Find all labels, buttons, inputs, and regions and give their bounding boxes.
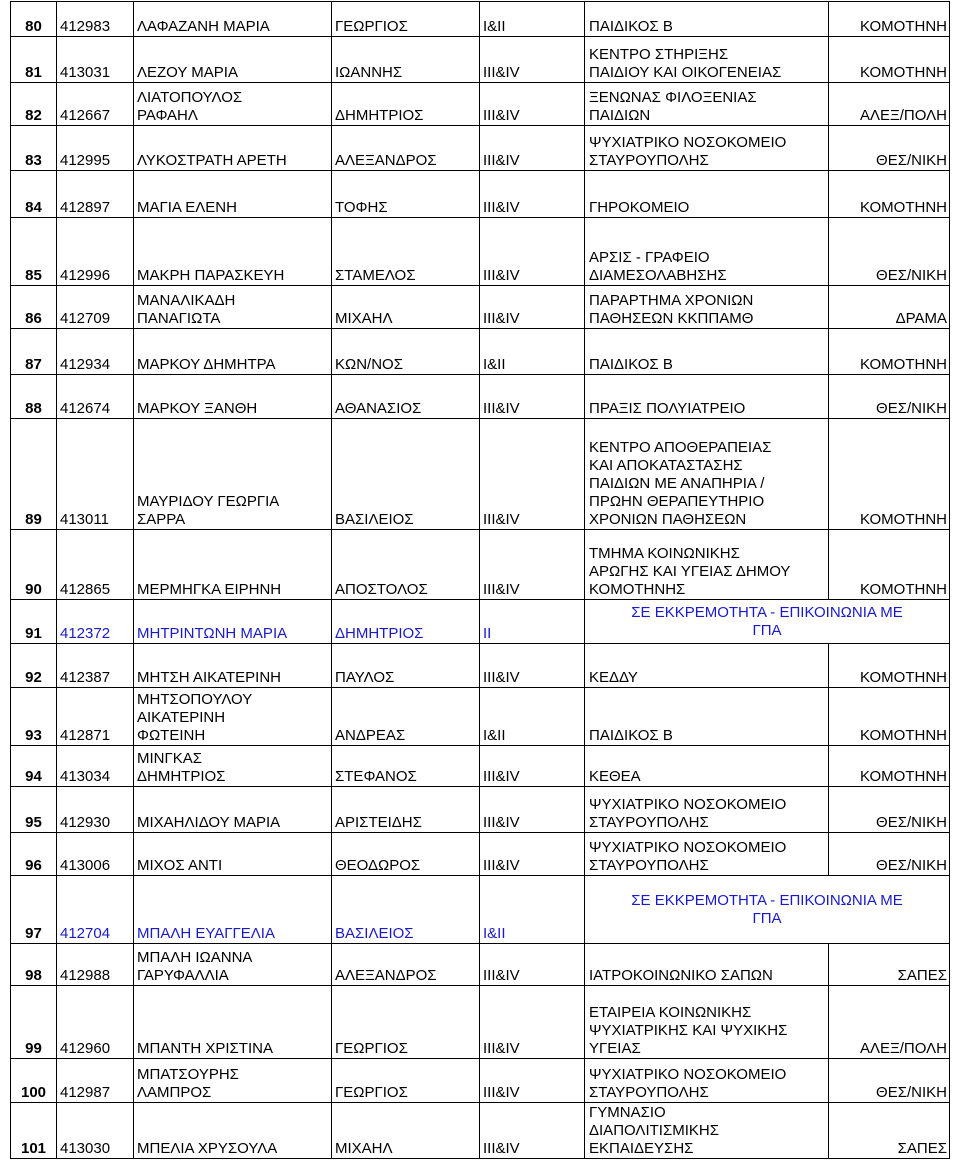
city: ΘΕΣ/ΝΙΚΗ — [829, 218, 950, 286]
institution: ΕΤΑΙΡΕΙΑ ΚΟΙΝΩΝΙΚΗΣ ΨΥΧΙΑΤΡΙΚΗΣ ΚΑΙ ΨΥΧΙΚΗΣ ΥΓΕΙΑΣ — [585, 986, 829, 1059]
row-number: 92 — [11, 644, 57, 688]
city: ΘΕΣ/ΝΙΚΗ — [829, 833, 950, 876]
student-name: ΜΕΡΜΗΓΚΑ ΕΙΡΗΝΗ — [134, 530, 332, 600]
cycle: III&IV — [480, 833, 585, 876]
row-number: 90 — [11, 530, 57, 600]
city: ΚΟΜΟΤΗΝΗ — [829, 2, 950, 37]
father-name: ΚΩΝ/ΝΟΣ — [332, 329, 480, 375]
table-row — [11, 375, 950, 419]
cycle: III&IV — [480, 171, 585, 218]
cycle: III&IV — [480, 1103, 585, 1159]
student-name: ΜΑΝΑΛΙΚΑΔΗ ΠΑΝΑΓΙΩΤΑ — [134, 286, 332, 329]
student-code: 412983 — [57, 2, 134, 37]
father-name: ΑΝΔΡΕΑΣ — [332, 688, 480, 746]
cycle: II — [480, 600, 585, 644]
city: ΑΛΕΞ/ΠΟΛΗ — [829, 986, 950, 1059]
student-code: 412934 — [57, 329, 134, 375]
table-row — [11, 986, 950, 1059]
table-row — [11, 37, 950, 83]
row-number: 87 — [11, 329, 57, 375]
row-number: 88 — [11, 375, 57, 419]
table-row — [11, 530, 950, 600]
student-name: ΜΗΤΣΟΠΟΥΛΟΥ ΑΙΚΑΤΕΡΙΝΗ ΦΩΤΕΙΝΗ — [134, 688, 332, 746]
cycle: I&II — [480, 688, 585, 746]
institution: ΚΕΝΤΡΟ ΣΤΗΡΙΞΗΣ ΠΑΙΔΙΟΥ ΚΑΙ ΟΙΚΟΓΕΝΕΙΑΣ — [585, 37, 829, 83]
row-number: 94 — [11, 746, 57, 787]
cycle: I&II — [480, 876, 585, 944]
city: ΚΟΜΟΤΗΝΗ — [829, 171, 950, 218]
student-name: ΛΑΦΑΖΑΝΗ ΜΑΡΙΑ — [134, 2, 332, 37]
table-body — [11, 2, 950, 1159]
institution: ΨΥΧΙΑΤΡΙΚΟ ΝΟΣΟΚΟΜΕΙΟ ΣΤΑΥΡΟΥΠΟΛΗΣ — [585, 787, 829, 833]
table-row — [11, 286, 950, 329]
city: ΣΑΠΕΣ — [829, 1103, 950, 1159]
city: ΘΕΣ/ΝΙΚΗ — [829, 1059, 950, 1103]
father-name: ΔΗΜΗΤΡΙΟΣ — [332, 600, 480, 644]
student-code: 412865 — [57, 530, 134, 600]
city: ΚΟΜΟΤΗΝΗ — [829, 688, 950, 746]
father-name: ΒΑΣΙΛΕΙΟΣ — [332, 419, 480, 530]
row-number: 97 — [11, 876, 57, 944]
row-number: 95 — [11, 787, 57, 833]
cycle: III&IV — [480, 746, 585, 787]
student-name: ΜΗΤΣΗ ΑΙΚΑΤΕΡΙΝΗ — [134, 644, 332, 688]
city: ΘΕΣ/ΝΙΚΗ — [829, 126, 950, 171]
institution: ΨΥΧΙΑΤΡΙΚΟ ΝΟΣΟΚΟΜΕΙΟ ΣΤΑΥΡΟΥΠΟΛΗΣ — [585, 1059, 829, 1103]
students-table — [10, 1, 950, 1159]
row-number: 96 — [11, 833, 57, 876]
father-name: ΑΘΑΝΑΣΙΟΣ — [332, 375, 480, 419]
student-name: ΜΑΓΙΑ ΕΛΕΝΗ — [134, 171, 332, 218]
father-name: ΣΤΑΜΕΛΟΣ — [332, 218, 480, 286]
institution: ΑΡΣΙΣ - ΓΡΑΦΕΙΟ ΔΙΑΜΕΣΟΛΑΒΗΣΗΣ — [585, 218, 829, 286]
table-row — [11, 688, 950, 746]
student-code: 412930 — [57, 787, 134, 833]
table-row — [11, 329, 950, 375]
institution: ΞΕΝΩΝΑΣ ΦΙΛΟΞΕΝΙΑΣ ΠΑΙΔΙΩΝ — [585, 83, 829, 126]
table-row — [11, 126, 950, 171]
student-name: ΜΠΑΛΗ ΕΥΑΓΓΕΛΙΑ — [134, 876, 332, 944]
table-row — [11, 944, 950, 986]
father-name: ΑΠΟΣΤΟΛΟΣ — [332, 530, 480, 600]
father-name: ΔΗΜΗΤΡΙΟΣ — [332, 83, 480, 126]
student-name: ΜΑΥΡΙΔΟΥ ΓΕΩΡΓΙΑ ΣΑΡΡΑ — [134, 419, 332, 530]
cycle: III&IV — [480, 530, 585, 600]
table-row — [11, 1059, 950, 1103]
institution: ΠΑΙΔΙΚΟΣ Β — [585, 2, 829, 37]
row-number: 93 — [11, 688, 57, 746]
student-code: 412387 — [57, 644, 134, 688]
cycle: III&IV — [480, 286, 585, 329]
row-number: 83 — [11, 126, 57, 171]
student-code: 413011 — [57, 419, 134, 530]
institution: ΨΥΧΙΑΤΡΙΚΟ ΝΟΣΟΚΟΜΕΙΟ ΣΤΑΥΡΟΥΠΟΛΗΣ — [585, 126, 829, 171]
student-code: 413031 — [57, 37, 134, 83]
table-row — [11, 2, 950, 37]
father-name: ΜΙΧΑΗΛ — [332, 1103, 480, 1159]
table-row — [11, 419, 950, 530]
cycle: III&IV — [480, 986, 585, 1059]
institution: ΠΡΑΞΙΣ ΠΟΛΥΙΑΤΡΕΙΟ — [585, 375, 829, 419]
student-name: ΜΙΧΟΣ ΑΝΤΙ — [134, 833, 332, 876]
row-number: 81 — [11, 37, 57, 83]
student-name: ΜΗΤΡΙΝΤΩΝΗ ΜΑΡΙΑ — [134, 600, 332, 644]
cycle: I&II — [480, 329, 585, 375]
cycle: III&IV — [480, 644, 585, 688]
student-code: 412960 — [57, 986, 134, 1059]
table-row — [11, 833, 950, 876]
student-code: 413030 — [57, 1103, 134, 1159]
student-name: ΜΑΚΡΗ ΠΑΡΑΣΚΕΥΗ — [134, 218, 332, 286]
row-number: 80 — [11, 2, 57, 37]
row-number: 100 — [11, 1059, 57, 1103]
cycle: III&IV — [480, 375, 585, 419]
father-name: ΑΛΕΞΑΝΔΡΟΣ — [332, 126, 480, 171]
city: ΚΟΜΟΤΗΝΗ — [829, 530, 950, 600]
city: ΑΛΕΞ/ΠΟΛΗ — [829, 83, 950, 126]
institution: ΠΑΡΑΡΤΗΜΑ ΧΡΟΝΙΩΝ ΠΑΘΗΣΕΩΝ ΚΚΠΠΑΜΘ — [585, 286, 829, 329]
father-name: ΑΡΙΣΤΕΙΔΗΣ — [332, 787, 480, 833]
institution: ΚΕΝΤΡΟ ΑΠΟΘΕΡΑΠΕΙΑΣ ΚΑΙ ΑΠΟΚΑΤΑΣΤΑΣΗΣ ΠΑΙΔΙΩΝ ΜΕ ΑΝΑΠΗΡΙΑ / ΠΡΩΗΝ ΘΕΡΑΠΕΥΤΗΡΙΟ ΧΡΟΝΙΩΝ ΠΑΘΗΣΕΩΝ — [585, 419, 829, 530]
institution: ΤΜΗΜΑ ΚΟΙΝΩΝΙΚΗΣ ΑΡΩΓΗΣ ΚΑΙ ΥΓΕΙΑΣ ΔΗΜΟΥ ΚΟΜΟΤΗΝΗΣ — [585, 530, 829, 600]
table-row — [11, 171, 950, 218]
institution: ΓΥΜΝΑΣΙΟ ΔΙΑΠΟΛΙΤΙΣΜΙΚΗΣ ΕΚΠΑΙΔΕΥΣΗΣ — [585, 1103, 829, 1159]
student-name: ΜΙΝΓΚΑΣ ΔΗΜΗΤΡΙΟΣ — [134, 746, 332, 787]
table-row — [11, 644, 950, 688]
student-name: ΛΙΑΤΟΠΟΥΛΟΣ ΡΑΦΑΗΛ — [134, 83, 332, 126]
table-row — [11, 787, 950, 833]
father-name: ΘΕΟΔΩΡΟΣ — [332, 833, 480, 876]
pending-status: ΣΕ ΕΚΚΡΕΜΟΤΗΤΑ - ΕΠΙΚΟΙΝΩΝΙΑ ΜΕ ΓΠΑ — [585, 600, 950, 644]
cycle: III&IV — [480, 944, 585, 986]
father-name: ΓΕΩΡΓΙΟΣ — [332, 2, 480, 37]
student-name: ΜΠΕΛΙΑ ΧΡΥΣΟΥΛΑ — [134, 1103, 332, 1159]
student-name: ΜΠΑΛΗ ΙΩΑΝΝΑ ΓΑΡΥΦΑΛΛΙΑ — [134, 944, 332, 986]
institution: ΙΑΤΡΟΚΟΙΝΩΝΙΚΟ ΣΑΠΩΝ — [585, 944, 829, 986]
student-code: 412674 — [57, 375, 134, 419]
student-code: 412995 — [57, 126, 134, 171]
father-name: ΤΟΦΗΣ — [332, 171, 480, 218]
father-name: ΓΕΩΡΓΙΟΣ — [332, 1059, 480, 1103]
cycle: III&IV — [480, 419, 585, 530]
student-code: 412704 — [57, 876, 134, 944]
cycle: III&IV — [480, 126, 585, 171]
student-code: 412709 — [57, 286, 134, 329]
cycle: III&IV — [480, 37, 585, 83]
row-number: 82 — [11, 83, 57, 126]
institution: ΠΑΙΔΙΚΟΣ Β — [585, 329, 829, 375]
father-name: ΒΑΣΙΛΕΙΟΣ — [332, 876, 480, 944]
student-code: 412667 — [57, 83, 134, 126]
father-name: ΠΑΥΛΟΣ — [332, 644, 480, 688]
city: ΚΟΜΟΤΗΝΗ — [829, 746, 950, 787]
table-row — [11, 876, 950, 944]
table-row — [11, 746, 950, 787]
city: ΔΡΑΜΑ — [829, 286, 950, 329]
student-code: 412996 — [57, 218, 134, 286]
table-row — [11, 218, 950, 286]
row-number: 91 — [11, 600, 57, 644]
student-code: 413006 — [57, 833, 134, 876]
row-number: 84 — [11, 171, 57, 218]
city: ΚΟΜΟΤΗΝΗ — [829, 329, 950, 375]
institution: ΓΗΡΟΚΟΜΕΙΟ — [585, 171, 829, 218]
student-code: 412987 — [57, 1059, 134, 1103]
cycle: III&IV — [480, 787, 585, 833]
student-code: 412372 — [57, 600, 134, 644]
cycle: I&II — [480, 2, 585, 37]
institution: ΨΥΧΙΑΤΡΙΚΟ ΝΟΣΟΚΟΜΕΙΟ ΣΤΑΥΡΟΥΠΟΛΗΣ — [585, 833, 829, 876]
row-number: 89 — [11, 419, 57, 530]
row-number: 98 — [11, 944, 57, 986]
row-number: 86 — [11, 286, 57, 329]
institution: ΠΑΙΔΙΚΟΣ Β — [585, 688, 829, 746]
city: ΚΟΜΟΤΗΝΗ — [829, 37, 950, 83]
cycle: III&IV — [480, 1059, 585, 1103]
student-name: ΛΥΚΟΣΤΡΑΤΗ ΑΡΕΤΗ — [134, 126, 332, 171]
student-code: 412871 — [57, 688, 134, 746]
row-number: 85 — [11, 218, 57, 286]
cycle: III&IV — [480, 218, 585, 286]
student-name: ΜΠΑΤΣΟΥΡΗΣ ΛΑΜΠΡΟΣ — [134, 1059, 332, 1103]
institution: ΚΕΔΔΥ — [585, 644, 829, 688]
father-name: ΓΕΩΡΓΙΟΣ — [332, 986, 480, 1059]
row-number: 99 — [11, 986, 57, 1059]
student-code: 413034 — [57, 746, 134, 787]
student-name: ΛΕΖΟΥ ΜΑΡΙΑ — [134, 37, 332, 83]
city: ΘΕΣ/ΝΙΚΗ — [829, 375, 950, 419]
father-name: ΣΤΕΦΑΝΟΣ — [332, 746, 480, 787]
student-name: ΜΑΡΚΟΥ ΞΑΝΘΗ — [134, 375, 332, 419]
student-code: 412897 — [57, 171, 134, 218]
student-name: ΜΙΧΑΗΛΙΔΟΥ ΜΑΡΙΑ — [134, 787, 332, 833]
student-name: ΜΑΡΚΟΥ ΔΗΜΗΤΡΑ — [134, 329, 332, 375]
father-name: ΙΩΑΝΝΗΣ — [332, 37, 480, 83]
cycle: III&IV — [480, 83, 585, 126]
table-row — [11, 1103, 950, 1159]
father-name: ΑΛΕΞΑΝΔΡΟΣ — [332, 944, 480, 986]
city: ΘΕΣ/ΝΙΚΗ — [829, 787, 950, 833]
student-name: ΜΠΑΝΤΗ ΧΡΙΣΤΙΝΑ — [134, 986, 332, 1059]
table-row — [11, 83, 950, 126]
student-code: 412988 — [57, 944, 134, 986]
institution: ΚΕΘΕΑ — [585, 746, 829, 787]
table-row — [11, 600, 950, 644]
pending-status: ΣΕ ΕΚΚΡΕΜΟΤΗΤΑ - ΕΠΙΚΟΙΝΩΝΙΑ ΜΕ ΓΠΑ — [585, 876, 950, 944]
row-number: 101 — [11, 1103, 57, 1159]
father-name: ΜΙΧΑΗΛ — [332, 286, 480, 329]
city: ΚΟΜΟΤΗΝΗ — [829, 419, 950, 530]
city: ΚΟΜΟΤΗΝΗ — [829, 644, 950, 688]
city: ΣΑΠΕΣ — [829, 944, 950, 986]
